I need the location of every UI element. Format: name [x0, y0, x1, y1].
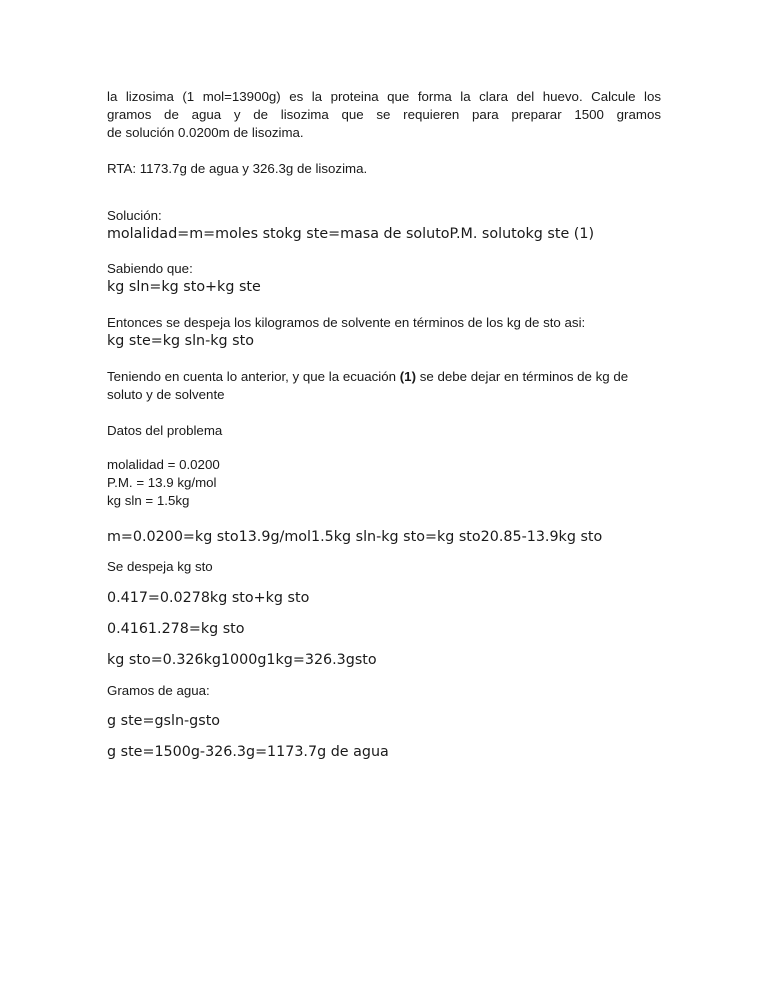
data-kg-sln: kg sln = 1.5kg [107, 493, 190, 508]
equation-kg-ste: kg ste=kg sln-kg sto [107, 333, 254, 349]
isolate-text: Se despeja kg sto [107, 559, 213, 574]
knowing-label: Sabiendo que: [107, 261, 193, 276]
data-list [107, 456, 661, 510]
equation-reference: (1) [399, 369, 417, 384]
equation-water-1: g ste=gsln-gsto [107, 713, 221, 729]
equation-molality: molalidad=m=moles stokg ste=masa de solutoP.M. solutokg ste (1) [107, 226, 595, 242]
data-heading: Datos del problema [107, 423, 223, 438]
considering-after: se debe dejar en términos de kg de [419, 369, 629, 384]
considering-line-2: soluto y de solvente [107, 387, 225, 402]
answer-line: RTA: 1173.7g de agua y 326.3g de lisozima. [107, 161, 368, 176]
equation-substitution: m=0.0200=kg sto13.9g/mol1.5kg sln-kg sto=kg sto20.85-13.9kg sto [107, 529, 603, 545]
solution-heading: Solución: [107, 208, 162, 223]
data-molality: molalidad = 0.0200 [107, 457, 220, 472]
considering-before: Teniendo en cuenta lo anterior, y que la ecuación [107, 369, 397, 384]
considering-paragraph [107, 368, 661, 404]
problem-line-1: la lizosima (1 mol=13900g) es la proteina que forma la clara del huevo. Calcule los [107, 89, 661, 104]
problem-line-2: gramos de agua y de lisozima que se requieren para preparar 1500 gramos [107, 107, 661, 122]
equation-kg-sln: kg sln=kg sto+kg ste [107, 279, 261, 295]
problem-line-3: de solución 0.0200m de lisozima. [107, 125, 304, 140]
equation-step-3: kg sto=0.326kg1000g1kg=326.3gsto [107, 652, 377, 668]
considering-line-1 [107, 368, 661, 386]
equation-step-1: 0.417=0.0278kg sto+kg sto [107, 590, 310, 606]
problem-statement [107, 88, 661, 142]
data-pm: P.M. = 13.9 kg/mol [107, 475, 217, 490]
then-text: Entonces se despeja los kilogramos de solvente en términos de los kg de sto asi: [107, 315, 586, 330]
water-label: Gramos de agua: [107, 683, 210, 698]
equation-water-2: g ste=1500g-326.3g=1173.7g de agua [107, 744, 389, 760]
equation-step-2: 0.4161.278=kg sto [107, 621, 245, 637]
